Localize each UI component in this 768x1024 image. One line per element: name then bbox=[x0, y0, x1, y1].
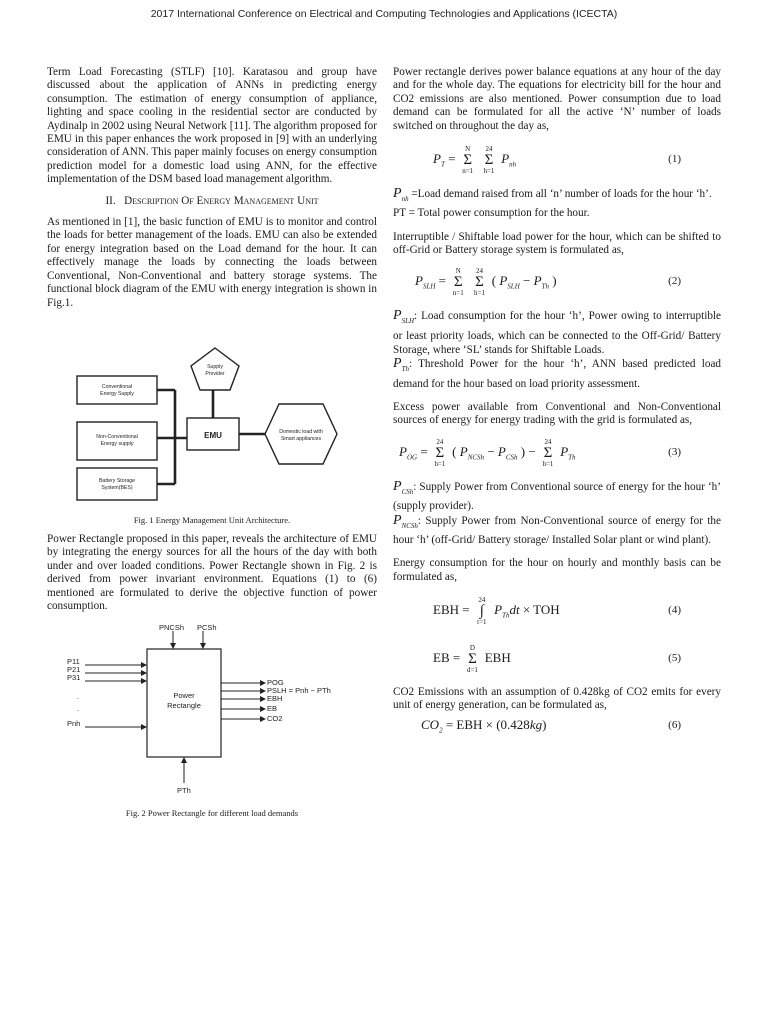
output-co2: CO2 bbox=[267, 714, 283, 724]
conventional-label-2: Energy Supply bbox=[100, 390, 134, 397]
equation-2-number: (2) bbox=[668, 275, 681, 288]
battery-box bbox=[77, 468, 157, 500]
equation-5: EB = D Σ d=1 EBH (5) bbox=[433, 643, 681, 674]
output-ebh: EBH bbox=[267, 694, 283, 704]
equation-3: $P_{OG}$ = 24 Σ h=1 ( $P_{NCSh} - P_{CSh}$ ) − 24 Σ h=1 $P_{Th}$ (3) bbox=[399, 437, 681, 468]
paragraph-co2: CO2 Emissions with an assumption of 0.428kg of CO2 emits for every unit of energy generation, can be formulated as, bbox=[393, 685, 721, 712]
domestic-label-2: Smart appliances bbox=[280, 435, 322, 442]
figure-2-caption: Fig. 2 Power Rectangle for different load demands bbox=[125, 808, 299, 819]
equation-6-number: (6) bbox=[668, 718, 681, 731]
figure-1 bbox=[47, 344, 377, 525]
section-heading bbox=[47, 195, 377, 208]
input-dot-1: . bbox=[77, 692, 80, 702]
input-pncsh: PNCSh bbox=[159, 623, 185, 633]
definition-pncsh: $P_{NCSh}$: Supply Power from Non-Conventional source of energy for the hour ‘h’ (off-Grid/ Battery storage/ Installed Solar plant or wind plant). bbox=[393, 512, 721, 546]
paragraph-power-balance: Power rectangle derives power balance equations at any hour of the day and for the whole day. The equations for electricity bill for the hour and CO2 emissions are also mentioned. Power consumption due to load demand can be formulated for all the active ‘N’ number of loads switched on throughout the day as, bbox=[393, 66, 721, 132]
equation-4-number: (4) bbox=[668, 603, 681, 616]
paragraph-power-rectangle: Power Rectangle proposed in this paper, reveals the architecture of EMU by integrating the energy sources for all the hours of the day with both under and over loaded conditions. Power Rectangle shown in Fig. 2 is derived from power invariant environment. Equations (1) to (6) mentioned are formulated to derive the objective function of power consumption. bbox=[47, 532, 377, 612]
box-label-2: Rectangle bbox=[167, 701, 201, 711]
input-p11: P11 bbox=[67, 657, 80, 667]
equation-1: $P_T$ = N Σ n=1 24 Σ h=1 $P_{nh}$ (1) bbox=[433, 145, 681, 176]
paragraph-intro-continued: Term Load Forecasting (STLF) [10]. Karatasou and group have discussed about the application of ANNs in predicting energy consumption. The estimation of energy consumption of appliance, lighting and space cooling in the residential sector are conducted by Aydinalp in 2002 using Neural Network [11]. The algorithm proposed for EMU in this paper enhances the work proposed in [9] with an underlying consideration of ANN. This paper mainly focuses on energy consumption prediction model for a domestic load using ANN, for the effective implementation of the DSM based load management algorithm. bbox=[47, 66, 377, 186]
box-label-1: Power bbox=[173, 691, 195, 701]
emu-architecture-diagram bbox=[47, 344, 377, 506]
conference-header: 2017 International Conference on Electrical and Computing Technologies and Applications (ICECTA) bbox=[150, 8, 618, 20]
bottom-pth: PTh bbox=[177, 786, 191, 796]
equation-6: $CO_2$ = EBH × (0.428kg) (6) bbox=[421, 716, 681, 735]
supply-provider-label-2: Provider bbox=[205, 370, 225, 377]
output-pslh: PSLH = Pnh − PTh bbox=[267, 686, 331, 696]
non-conventional-label-1: Non-Conventional bbox=[96, 433, 138, 440]
power-rectangle-diagram bbox=[47, 623, 377, 799]
output-eb: EB bbox=[267, 704, 278, 714]
definition-pcsh: $P_{CSh}$: Supply Power from Conventional source of energy for the hour ‘h’ (supply provider). bbox=[393, 478, 721, 513]
input-pnh: Pnh bbox=[67, 719, 81, 729]
equation-3-number: (3) bbox=[668, 445, 681, 458]
non-conventional-label-2: Energy supply bbox=[100, 440, 134, 447]
battery-label-1: Battery Storage bbox=[98, 477, 136, 484]
emu-label: EMU bbox=[204, 430, 222, 440]
left-column bbox=[47, 66, 377, 818]
input-p21: P21 bbox=[67, 665, 81, 675]
battery-label-2: System(BES) bbox=[101, 484, 133, 491]
equation-2: $P_{SLH}$ = N Σ n=1 24 Σ h=1 ( $P_{SLH} - P_{Th}$ ) (2) bbox=[415, 267, 681, 298]
conventional-box bbox=[77, 376, 157, 404]
definition-pnh: $P_{nh}$ =Load demand raised from all ‘n’ number of loads for the hour ‘h’. bbox=[393, 186, 712, 203]
input-p31: P31 bbox=[67, 673, 81, 683]
paragraph-interruptible: Interruptible / Shiftable load power for the hour, which can be shifted to off-Grid or Battery storage system is formulated as, bbox=[393, 230, 721, 257]
input-pcsh: PCSh bbox=[197, 623, 217, 633]
figure-2 bbox=[47, 623, 377, 818]
section-number: II. bbox=[105, 194, 116, 207]
definition-pslh: $P_{SLH}$: Load consumption for the hour ‘h’, Power owing to interruptible or least priority loads, which can be connected to the Off-Grid/ Battery Storage, where ‘SL’ stands for Shiftable Loads. bbox=[393, 308, 721, 357]
paragraph-energy-consumption: Energy consumption for the hour on hourly and monthly basis can be formulated as, bbox=[393, 557, 721, 583]
figure-1-caption: Fig. 1 Energy Management Unit Architecture. bbox=[133, 514, 291, 525]
definition-pth: $P_{Th}$: Threshold Power for the hour ‘h’, ANN based predicted load demand for the hour based on load priority assessment. bbox=[393, 356, 721, 390]
output-pog: POG bbox=[267, 678, 284, 688]
right-column bbox=[393, 66, 721, 743]
domestic-label-1: Domestic load with bbox=[279, 428, 323, 435]
conventional-label-1: Conventional bbox=[101, 383, 133, 390]
equation-1-number: (1) bbox=[668, 153, 681, 166]
paragraph-emu-description: As mentioned in [1], the basic function of EMU is to monitor and control the loads for better management of the loads. EMU can also be extended for energy integration based on the Load demand for the hour. It can effectively manage the loads by connecting the loads between Conventional, Non-Conventional and battery storage systems. The functional block diagram of the EMU with energy integration is shown in Fig.1. bbox=[47, 216, 377, 309]
equation-5-number: (5) bbox=[668, 651, 681, 664]
paragraph-excess-power: Excess power available from Conventional and Non-Conventional sources of energy for energy trading with the grid is formulated as, bbox=[393, 401, 721, 427]
section-title: Description Of Energy Management Unit bbox=[124, 194, 319, 207]
definition-pt: PT = Total power consumption for the hour. bbox=[393, 207, 590, 220]
supply-provider-label-1: Supply bbox=[207, 363, 223, 370]
equation-4: EBH = 24 ∫ t=1 $P_{Th}dt$ × TOH (4) bbox=[433, 595, 681, 626]
input-dot-2: . bbox=[77, 704, 80, 714]
